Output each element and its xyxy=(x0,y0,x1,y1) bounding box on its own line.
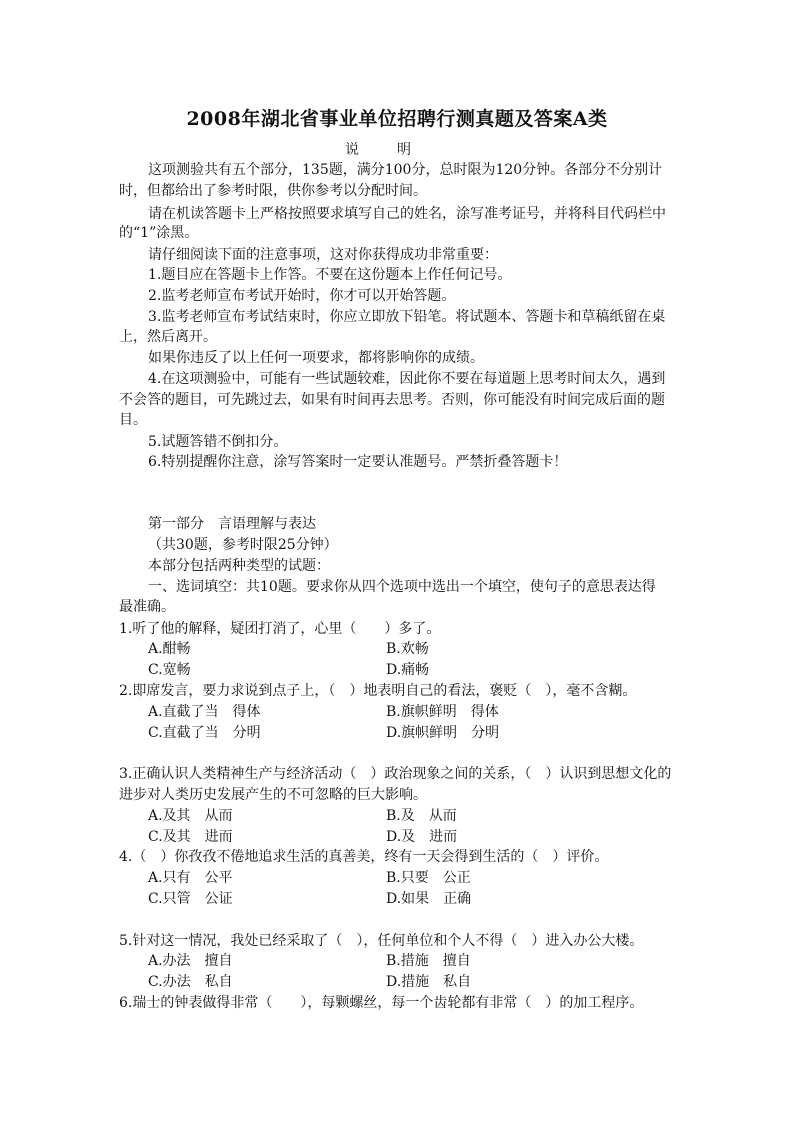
option-d: D.及 进而 xyxy=(386,829,458,845)
instruction-line: 上，然后离开。 xyxy=(119,329,217,345)
instruction-line: 不会答的题目，可先跳过去，如果有时间再去思考。否则，你可能没有时间完成后面的题 xyxy=(119,392,665,408)
instruction-line: 这项测验共有五个部分，135题，满分100分，总时限为120分钟。各部分不分别计 xyxy=(148,162,663,178)
option-b: B.及 从而 xyxy=(386,808,457,824)
question-stem: 5.针对这一情况，我处已经采取了（ ），任何单位和个人不得（ ）进入办公大楼。 xyxy=(119,933,644,949)
option-d: D.如果 正确 xyxy=(386,891,472,907)
instruction-line: 5.试题答错不倒扣分。 xyxy=(148,434,288,450)
question-stem: 4.（ ）你孜孜不倦地追求生活的真善美，终有一天会得到生活的（ ）评价。 xyxy=(119,849,609,865)
option-c: C.直截了当 分明 xyxy=(148,725,261,741)
instruction-line: 请仔细阅读下面的注意事项，这对你获得成功非常重要： xyxy=(148,247,498,263)
option-c: C.宽畅 xyxy=(148,662,191,678)
instruction-line: 1.题目应在答题卡上作答。不要在这份题本上作任何记号。 xyxy=(148,267,512,283)
instruction-line: 如果你违反了以上任何一项要求，都将影响你的成绩。 xyxy=(148,350,484,366)
option-d: D.旗帜鲜明 分明 xyxy=(386,725,500,741)
section-note: （共30题，参考时限25分钟） xyxy=(148,537,338,553)
section-part-description: 最准确。 xyxy=(119,599,175,615)
option-a: A.直截了当 得体 xyxy=(148,704,261,720)
option-c: C.办法 私自 xyxy=(148,974,233,990)
option-a: A.只有 公平 xyxy=(148,870,233,886)
option-a: A.及其 从而 xyxy=(148,808,233,824)
instruction-line: 6.特别提醒你注意，涂写答案时一定要认准题号。严禁折叠答题卡！ xyxy=(148,454,568,470)
instructions-heading: 说明 xyxy=(345,142,449,158)
option-d: D.痛畅 xyxy=(386,662,430,678)
instruction-line: 目。 xyxy=(119,412,147,428)
instruction-line: 请在机读答题卡上严格按照要求填写自己的姓名，涂写准考证号，并将科目代码栏中 xyxy=(148,206,666,222)
question-stem: 2.即席发言，要力求说到点子上，（ ）地表明自己的看法，褒贬（ ），毫不含糊。 xyxy=(119,683,637,699)
option-b: B.欢畅 xyxy=(386,641,429,657)
option-a: A.酣畅 xyxy=(148,641,191,657)
instruction-line: 3.监考老师宣布考试结束时，你应立即放下铅笔。将试题本、答题卡和草稿纸留在桌 xyxy=(148,309,666,325)
instruction-line: 时，但都给出了参考时限，供你参考以分配时间。 xyxy=(119,183,427,199)
option-a: A.办法 擅自 xyxy=(148,953,233,969)
question-stem: 进步对人类历史发展产生的不可忽略的巨大影响。 xyxy=(119,787,427,803)
section-heading: 第一部分 言语理解与表达 xyxy=(148,516,316,532)
question-stem: 1.听了他的解释，疑团打消了，心里（ ）多了。 xyxy=(119,621,441,637)
option-c: C.只管 公证 xyxy=(148,891,233,907)
option-d: D.措施 私自 xyxy=(386,974,472,990)
option-b: B.只要 公正 xyxy=(386,870,471,886)
question-stem: 3.正确认识人类精神生产与经济活动（ ）政治现象之间的关系，（ ）认识到思想文化的 xyxy=(119,766,672,782)
option-b: B.措施 擅自 xyxy=(386,953,471,969)
option-c: C.及其 进而 xyxy=(148,829,233,845)
option-b: B.旗帜鲜明 得体 xyxy=(386,704,499,720)
document-title: 2008年湖北省事业单位招聘行测真题及答案A类 xyxy=(186,108,608,130)
section-intro: 本部分包括两种类型的试题： xyxy=(148,558,330,574)
instruction-line: 4.在这项测验中，可能有一些试题较难，因此你不要在每道题上思考时间太久，遇到 xyxy=(148,371,666,387)
question-stem: 6.瑞士的钟表做得非常（ ），每颗螺丝，每一个齿轮都有非常（ ）的加工程序。 xyxy=(119,995,644,1011)
section-part-description: 一、选词填空：共10题。要求你从四个选项中选出一个填空，使句子的意思表达得 xyxy=(148,579,656,595)
instruction-line: 2.监考老师宣布考试开始时，你才可以开始答题。 xyxy=(148,288,456,304)
instruction-line: 的“1”涂黑。 xyxy=(119,225,199,241)
